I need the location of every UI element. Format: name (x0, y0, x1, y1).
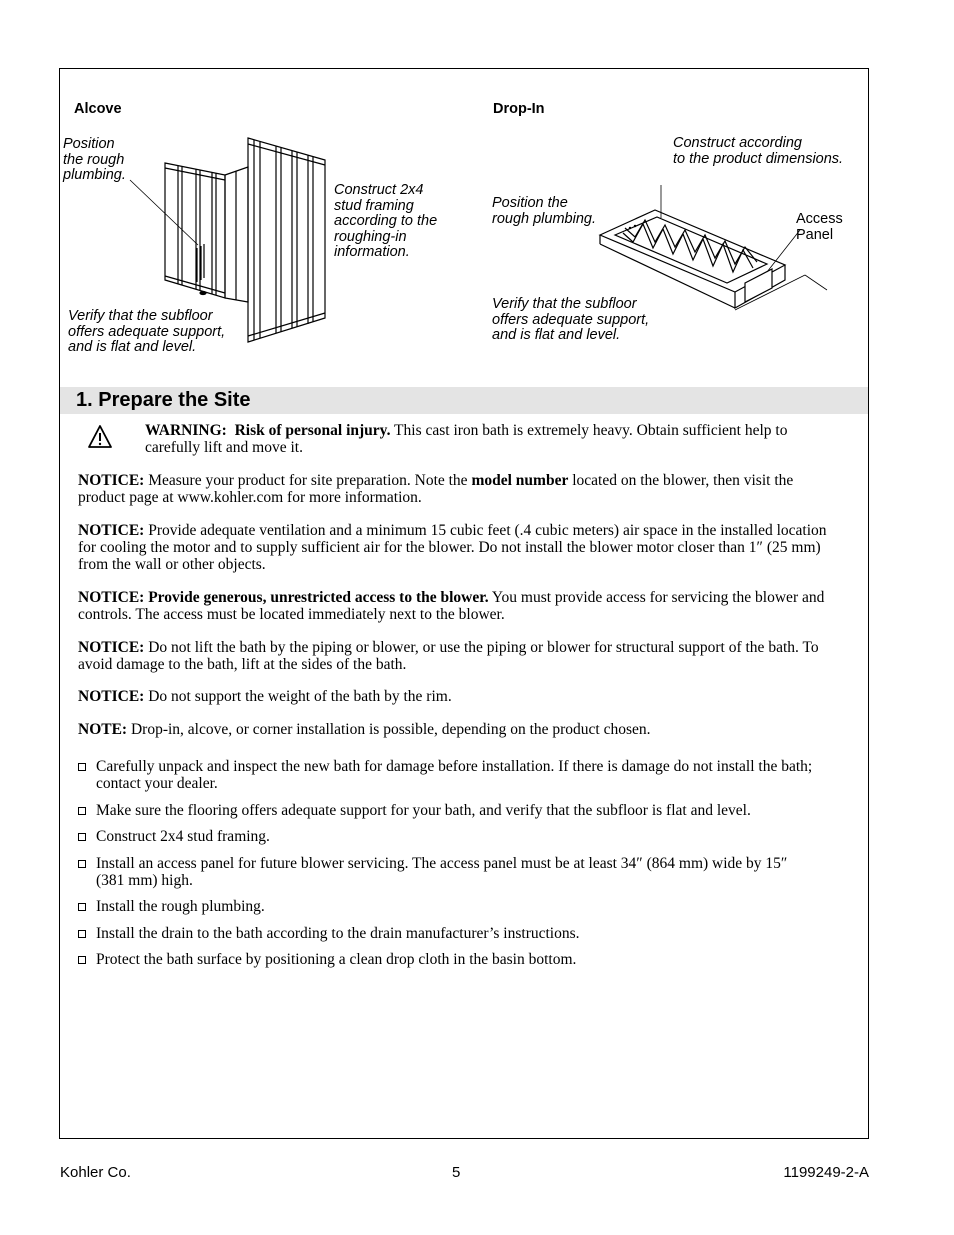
dropin-framing-illustration (595, 180, 835, 315)
list-item: Install an access panel for future blower servicing. The access panel must be at least 34″ (864 mm) wide by 15″ (381 mm) high. (78, 855, 818, 889)
checkbox-icon (78, 833, 86, 841)
dropin-caption-plumbing: Position the rough plumbing. (492, 195, 596, 227)
footer-doc-number: 1199249-2-A (783, 1164, 869, 1181)
alcove-caption-framing: Construct 2x4 stud framing according to the roughing-in information. (334, 182, 438, 260)
dropin-caption-construct: Construct according to the product dimensions. (673, 135, 844, 167)
notice-lifting: NOTICE: Do not lift the bath by the piping or blower, or use the piping or blower for structural support of the bath. To avoid damage to the bath, lift at the sides of the bath. (78, 639, 819, 673)
notice-ventilation: NOTICE: Provide adequate ventilation and a minimum 15 cubic feet (.4 cubic meters) air space in the installed location for cooling the motor and to supply sufficient air for the blower. Do not install the blower motor closer than 1″ (25 mm) from the wall or other objects. (78, 522, 827, 573)
list-item: Install the drain to the bath according to the drain manufacturer’s instructions. (78, 925, 818, 942)
notice-access: NOTICE: Provide generous, unrestricted access to the blower. You must provide access for servicing the blower and controls. The access must be located immediately next to the blower. (78, 589, 825, 623)
alcove-caption-subfloor: Verify that the subfloor offers adequate support, and is flat and level. (68, 308, 226, 355)
section-title: 1. Prepare the Site (76, 389, 251, 411)
checkbox-icon (78, 860, 86, 868)
section-header-bar (60, 387, 868, 414)
checkbox-icon (78, 956, 86, 964)
alcove-title: Alcove (74, 101, 122, 117)
list-item: Carefully unpack and inspect the new bath for damage before installation. If there is damage do not install the bath; contact your dealer. (78, 758, 818, 792)
checkbox-icon (78, 807, 86, 815)
notice-rim: NOTICE: Do not support the weight of the bath by the rim. (78, 688, 452, 705)
list-item: Protect the bath surface by positioning a clean drop cloth in the basin bottom. (78, 951, 818, 968)
checkbox-icon (78, 930, 86, 938)
alcove-framing-illustration (120, 130, 340, 360)
warning-text: WARNING: Risk of personal injury. This cast iron bath is extremely heavy. Obtain sufficient help to carefully lift and move it. (145, 422, 788, 456)
list-item: Install the rough plumbing. (78, 898, 818, 915)
list-item: Construct 2x4 stud framing. (78, 828, 818, 845)
checkbox-icon (78, 763, 86, 771)
alcove-caption-plumbing: Position the rough plumbing. (63, 136, 126, 183)
dropin-caption-access-panel: Access Panel (796, 211, 843, 243)
warning-icon (87, 424, 113, 450)
dropin-title: Drop-In (493, 101, 545, 117)
note-installation: NOTE: Drop-in, alcove, or corner installation is possible, depending on the product chosen. (78, 721, 651, 738)
footer-page-number: 5 (452, 1164, 461, 1181)
dropin-caption-subfloor: Verify that the subfloor offers adequate support, and is flat and level. (492, 296, 650, 343)
list-item: Make sure the flooring offers adequate support for your bath, and verify that the subfloor is flat and level. (78, 802, 818, 819)
checkbox-icon (78, 903, 86, 911)
step-list (78, 758, 818, 978)
notice-model-number: NOTICE: Measure your product for site preparation. Note the model number located on the blower, then visit the product page at www.kohler.com for more information. (78, 472, 794, 506)
footer-company: Kohler Co. (60, 1164, 131, 1181)
